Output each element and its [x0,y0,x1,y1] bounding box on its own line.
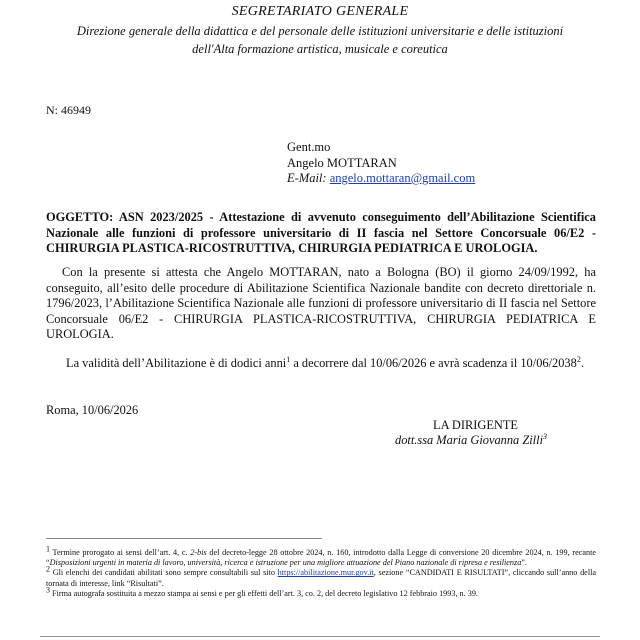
footnotes [46,544,597,599]
footnote-1 [46,544,597,568]
validity-text-2: a decorrere dal 10/06/2026 e avrà scadenza il 10/06/2038 [290,356,577,370]
signatory-name-text: dott.ssa Maria Giovanna Zilli [395,433,544,447]
footnote-2-number: 2 [46,564,50,574]
footnote-2-link[interactable]: https://abilitazione.mur.gov.it [277,568,374,578]
header-subtitle-line1: Direzione generale della didattica e del personale delle istituzioni universitarie e delle istituzioni [76,24,564,38]
recipient-salutation: Gent.mo [287,140,331,154]
date-line: Roma, 10/06/2026 [46,403,139,417]
footnote-3-number: 3 [46,585,50,595]
footnote-1-italic-a: 2-bis [190,548,207,557]
footnote-divider [46,538,322,539]
footnote-1-text: Termine prorogato ai sensi dell’art. 4, c. [50,548,191,557]
email-link[interactable]: angelo.mottaran@gmail.com [329,171,476,185]
body-paragraph: Con la presente si attesta che Angelo MOTTARAN, nato a Bologna (BO) il giorno 24/09/1992, ha conseguito, all’esito delle procedure di Abilitazione Scientifica Nazionale bandite con decreto direttoriale n. 1796/2023, l’Abilitazione Scientifica Nazionale alle funzioni di professore universitario di II fascia nel Settore Concorsuale 06/E2 - CHIRURGIA PLASTICA-RICOSTRUTTIVA, CHIRURGIA PEDIATRICA E UROLOGIA. [46,265,596,342]
protocol-number: N: 46949 [46,103,91,117]
header-subtitle [40,22,600,58]
page-bottom-divider [40,636,600,637]
footnote-1-text-c: ”. [521,558,527,568]
footnote-ref-3: 3 [543,431,548,441]
footnote-3-text: Firma autografa sostituita a mezzo stampa ai sensi e per gli effetti dell’art. 3, co. 2, del decreto legislativo 12 febbraio 1993, n. 39. [50,588,478,598]
footnote-ref-1: 1 [286,354,291,364]
validity-text-3: . [580,356,584,370]
validity-paragraph [46,355,596,371]
validity-text-1: La validità dell’Abilitazione è di dodici anni [66,356,287,370]
signatory-name [395,433,547,448]
footnote-1-italic-b: Disposizioni urgenti in materia di lavoro, università, ricerca e istruzione per una migliore attuazione del Piano nazionale di ripresa e resilienza [49,558,522,568]
recipient-block [287,140,475,187]
header-subtitle-line2: dell'Alta formazione artistica, musicale e coreutica [192,42,448,56]
footnote-2-text: Gli elenchi dei candidati abilitati sono sempre consultabili sul sito [50,568,278,578]
footnote-2 [46,564,596,588]
subject: OGGETTO: ASN 2023/2025 - Attestazione di avvenuto conseguimento dell’Abilitazione Scientifica Nazionale alle funzioni di professore universitario di II fascia nel Settore Concorsuale 06/E2 - CHIRURGIA PLASTICA-RICOSTRUTTIVA, CHIRURGIA PEDIATRICA E UROLOGIA. [46,210,596,256]
recipient-email-line [287,171,475,187]
footnote-1-number: 1 [46,544,50,554]
email-label: E-Mail: [287,171,327,185]
footnote-2-text-b: , sezione “CANDIDATI E RISULTATI”, cliccando sull’anno della tornata di interesse, link “Risultati”. [46,568,596,588]
signatory-role: LA DIRIGENTE [433,418,518,432]
recipient-name: Angelo MOTTARAN [287,155,397,170]
footnote-1-text-b: del decreto-legge 28 ottobre 2024, n. 160, introdotto dalla Legge di conversione 20 dicembre 2024, n. 199, recante “ [46,548,597,568]
footnote-3 [46,585,596,599]
header-title: SEGRETARIATO GENERALE [231,4,409,19]
footnote-ref-2: 2 [576,354,581,364]
